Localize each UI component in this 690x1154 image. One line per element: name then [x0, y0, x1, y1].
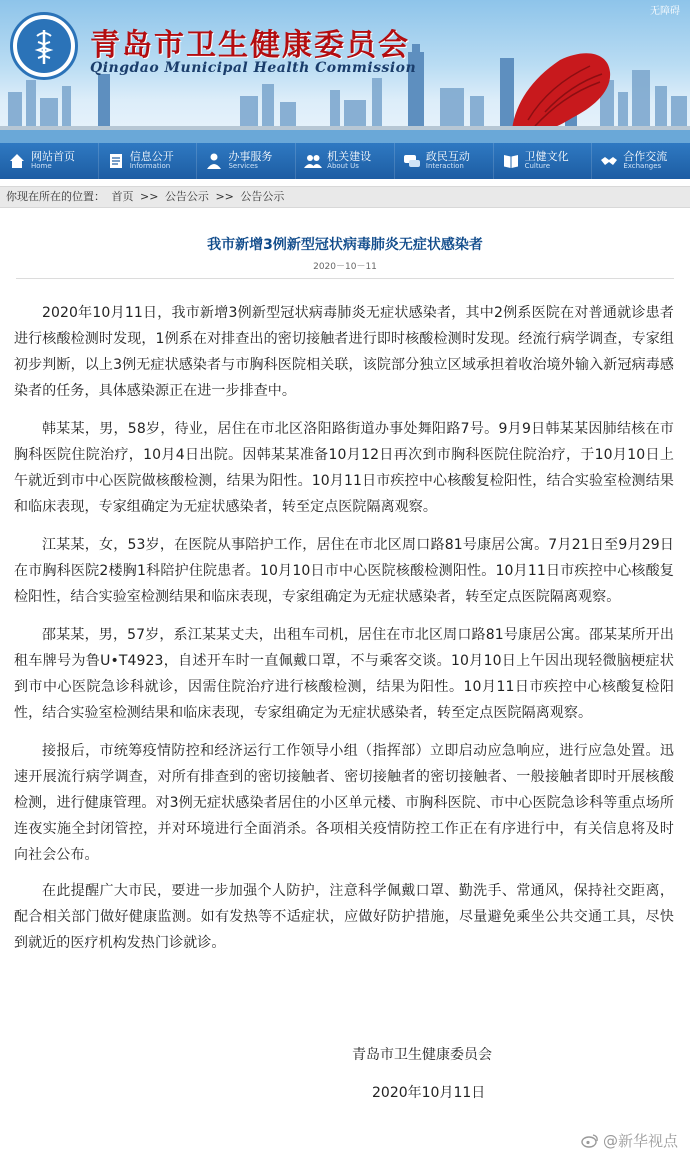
article-paragraph-5: 接报后，市统筹疫情防控和经济运行工作领导小组（指挥部）立即启动应急响应，进行应急处置。迅速开展流行病学调查，对所有排查到的密切接触者、密切接触者的密切接触者、一般接触者即时开展核酸检测，进行健康管理。对3例无症状感染者居住的小区单元楼、市胸科医院、市中心医院急诊科等重点场所连夜实施全封闭管控，并对环境进行全面消杀。各项相关疫情防控工作正在有序进行中，有关信息将及时向社会公布。: [14, 743, 674, 863]
breadcrumb-separator: >>: [140, 190, 159, 203]
book-icon: [502, 152, 520, 170]
breadcrumb-separator: >>: [215, 190, 234, 203]
nav-sublabel: Home: [31, 162, 52, 171]
article-paragraph-4: 邵某某，男，57岁，系江某某丈夫，出租车司机，居住在市北区周口路81号康居公寓。邵某某所开出租车牌号为鲁U•T4923，自述开车时一直佩戴口罩，不与乘客交谈。10月10日上午因出现轻微脑梗症状到市中心医院急诊科就诊，因需住院治疗进行核酸检测，结果为阳性。10月11日市疾控中心核酸复检阳性，结合实验室检测结果和临床表现，专家组确定为无症状感染者，转至定点医院隔离观察。: [14, 627, 674, 721]
site-banner: [0, 0, 690, 143]
handshake-icon: [600, 152, 618, 170]
breadcrumb-notice-link[interactable]: 公告公示: [164, 190, 209, 203]
signature-date: 2020年10月11日: [372, 1085, 486, 1101]
main-nav: [0, 143, 690, 179]
article-title: 我市新增3例新型冠状病毒肺炎无症状感染者: [207, 237, 483, 253]
breadcrumb-home-link[interactable]: 首页: [111, 190, 134, 203]
nav-sublabel: About Us: [327, 162, 359, 171]
nav-item-information[interactable]: [99, 143, 198, 179]
nav-item-interaction[interactable]: [395, 143, 494, 179]
breadcrumb-prefix: 你现在所在的位置：: [6, 190, 105, 203]
signature-organization: 青岛市卫生健康委员会: [352, 1047, 492, 1063]
home-icon: [8, 152, 26, 170]
people-icon: [304, 152, 322, 170]
nav-label: 合作交流: [623, 150, 668, 164]
title-divider: [16, 278, 674, 279]
watermark: [581, 1130, 678, 1151]
nav-item-services[interactable]: [197, 143, 296, 179]
nav-sublabel: Services: [228, 162, 258, 171]
nav-item-culture[interactable]: [494, 143, 593, 179]
nav-label: 机关建设: [327, 150, 372, 164]
nav-sublabel: Information: [129, 162, 171, 171]
nav-item-about[interactable]: [296, 143, 395, 179]
watermark-text: @新华视点: [602, 1132, 678, 1150]
document-icon: [107, 152, 125, 170]
nav-sublabel: Culture: [524, 162, 551, 171]
nav-label: 办事服务: [228, 150, 273, 164]
person-icon: [205, 152, 223, 170]
nav-sublabel: Interaction: [425, 162, 464, 171]
nav-label: 网站首页: [31, 150, 75, 164]
breadcrumb: [0, 186, 690, 208]
nav-label: 卫健文化: [524, 150, 569, 164]
site-logo[interactable]: [10, 12, 78, 80]
breadcrumb-notice-link-current[interactable]: 公告公示: [240, 190, 285, 203]
chat-icon: [403, 152, 421, 170]
site-subtitle: Qingdao Municipal Health Commission: [90, 60, 417, 76]
site-title: 青岛市卫生健康委员会: [90, 28, 410, 63]
nav-sublabel: Exchanges: [623, 162, 662, 171]
weibo-icon: [581, 1134, 599, 1148]
article-paragraph-3: 江某某，女，53岁，在医院从事陪护工作，居住在市北区周口路81号康居公寓。7月21日至9月29日在市胸科医院2楼胸1科陪护住院患者。10月10日市中心医院核酸检测阳性。10月11日市疾控中心核酸复检阳性，结合实验室检测结果和临床表现，专家组确定为无症状感染者，转至定点医院隔离观察。: [14, 537, 674, 605]
caduceus-icon: [17, 19, 71, 73]
accessibility-link[interactable]: 无障碍: [650, 6, 680, 17]
article-paragraph-6: 在此提醒广大市民，要进一步加强个人防护，注意科学佩戴口罩、勤洗手、常通风，保持社交距离，配合相关部门做好健康监测。如有发热等不适症状，应做好防护措施，尽量避免乘坐公共交通工具，尽快到就近的医疗机构发热门诊就诊。: [14, 883, 674, 951]
nav-label: 政民互动: [425, 150, 470, 164]
nav-label: 信息公开: [129, 150, 174, 164]
nav-item-home[interactable]: [0, 143, 99, 179]
article-paragraph-2: 韩某某，男，58岁，待业，居住在市北区洛阳路街道办事处舞阳路7号。9月9日韩某某因肺结核在市胸科医院住院治疗，10月4日出院。因韩某某准备10月12日再次到市胸科医院住院治疗，于10月10日上午就近到市中心医院做核酸检测，结果为阳性。10月11日市疾控中心核酸复检阳性，结合实验室检测结果和临床表现，专家组确定为无症状感染者，转至定点医院隔离观察。: [14, 421, 674, 515]
nav-item-exchanges[interactable]: [592, 143, 690, 179]
article-date: 2020－10－11: [313, 262, 377, 272]
article-paragraph-1: 2020年10月11日，我市新增3例新型冠状病毒肺炎无症状感染者，其中2例系医院在对普通就诊患者进行核酸检测时发现，1例系在对排查出的密切接触者进行即时核酸检测时发现。经流行病学调查，专家组初步判断，以上3例无症状感染者与市胸科医院相关联，该院部分独立区域承担着收治境外输入新冠病毒感染者的任务，具体感染源正在进一步排查中。: [14, 305, 674, 399]
